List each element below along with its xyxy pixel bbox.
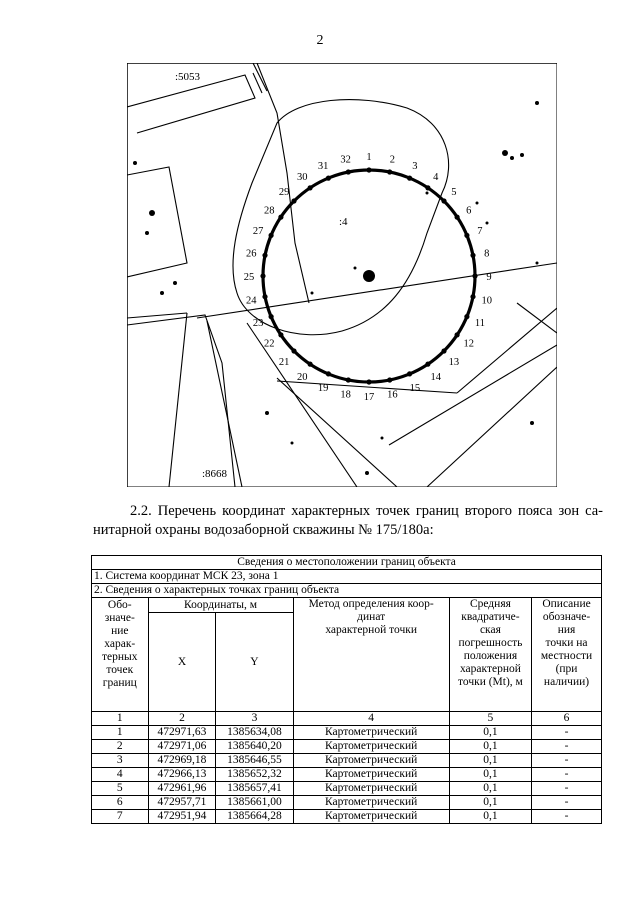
boundary-point-marker xyxy=(278,215,283,220)
boundary-point-label: 10 xyxy=(481,295,492,307)
cell-error: 0,1 xyxy=(449,810,531,824)
section-heading: 2. Сведения о характерных точках границ объекта xyxy=(92,584,602,598)
table-row xyxy=(92,782,602,796)
header-description: Описание обозначе- ния точки на местности (при наличии) xyxy=(532,598,602,712)
boundary-point-marker xyxy=(387,377,392,382)
boundary-point-label: 17 xyxy=(363,392,375,403)
cell-method: Картометрический xyxy=(293,740,449,754)
boundary-point-marker xyxy=(464,314,469,319)
boundary-point-label: 29 xyxy=(278,187,290,199)
boundary-point-marker xyxy=(278,332,283,337)
boundary-point-marker xyxy=(455,215,460,220)
cell-error: 0,1 xyxy=(449,768,531,782)
boundary-point-marker xyxy=(269,233,274,238)
cell-description: - xyxy=(532,754,602,768)
table-title: Сведения о местоположении границ объекта xyxy=(92,556,602,570)
cell-error: 0,1 xyxy=(449,754,531,768)
boundary-point-marker xyxy=(291,198,296,203)
cell-y: 1385640,20 xyxy=(216,740,293,754)
cell-description: - xyxy=(532,782,602,796)
boundary-point-marker xyxy=(425,185,430,190)
boundary-point-marker xyxy=(470,253,475,258)
boundary-point-marker xyxy=(346,377,351,382)
boundary-point-label: 7 xyxy=(477,226,483,238)
boundary-point-label: 15 xyxy=(409,382,421,394)
boundary-point-label: 23 xyxy=(252,317,264,329)
header-x: X xyxy=(148,613,216,712)
boundary-point-label: 19 xyxy=(317,382,329,394)
boundary-point-label: 11 xyxy=(474,317,485,329)
boundary-point-label: 26 xyxy=(246,248,257,260)
boundary-point-marker xyxy=(326,176,331,181)
parcel-boundaries xyxy=(127,63,557,487)
cell-method: Картометрический xyxy=(293,754,449,768)
cell-point-number: 5 xyxy=(92,782,149,796)
col-number-1: 1 xyxy=(92,712,149,726)
page-number: 2 xyxy=(316,33,324,48)
boundary-point-marker xyxy=(308,185,313,190)
caption-line-2: нитарной охраны водозаборной скважины № 175/180а: xyxy=(93,522,434,538)
boundary-point-marker xyxy=(407,371,412,376)
cell-point-number: 7 xyxy=(92,810,149,824)
cell-description: - xyxy=(532,726,602,740)
boundary-point-marker xyxy=(326,371,331,376)
table-system-row xyxy=(92,570,602,584)
parcel-label-8668: :8668 xyxy=(202,468,228,480)
table-row xyxy=(92,810,602,824)
cell-point-number: 3 xyxy=(92,754,149,768)
cell-x: 472969,18 xyxy=(148,754,216,768)
boundary-point-label: 12 xyxy=(463,338,475,350)
header-error: Средняя квадратиче- ская погрешность положения характерной точки (Mt), м xyxy=(449,598,531,712)
header-coordinates: Координаты, м xyxy=(148,598,293,613)
boundary-point-label: 6 xyxy=(466,205,472,217)
cell-error: 0,1 xyxy=(449,740,531,754)
cell-x: 472951,94 xyxy=(148,810,216,824)
boundary-point-label: 21 xyxy=(278,356,290,368)
boundary-point-label: 14 xyxy=(430,371,441,383)
boundary-point-marker xyxy=(346,169,351,174)
cell-method: Картометрический xyxy=(293,810,449,824)
boundary-point-label: 8 xyxy=(484,248,490,260)
section-caption xyxy=(93,502,603,540)
col-number-3: 3 xyxy=(216,712,293,726)
boundary-point-marker xyxy=(407,176,412,181)
cell-point-number: 1 xyxy=(92,726,149,740)
caption-line-1: 2.2. Перечень координат характерных точек границ второго пояса зон са- xyxy=(130,503,603,519)
boundary-point-label: 32 xyxy=(340,154,351,166)
header-y: Y xyxy=(216,613,293,712)
cell-x: 472971,06 xyxy=(148,740,216,754)
parcel-label-4: :4 xyxy=(339,216,348,228)
boundary-point-label: 2 xyxy=(389,154,396,166)
cell-method: Картометрический xyxy=(293,782,449,796)
boundary-point-marker xyxy=(455,332,460,337)
boundary-point-marker xyxy=(291,348,296,353)
table-row xyxy=(92,740,602,754)
boundary-point-marker xyxy=(464,233,469,238)
boundary-point-label: 9 xyxy=(486,272,492,283)
boundary-point-marker xyxy=(308,362,313,367)
cell-error: 0,1 xyxy=(449,782,531,796)
well-marker xyxy=(363,270,375,282)
boundary-point-label: 4 xyxy=(433,172,439,184)
boundary-point-marker xyxy=(425,362,430,367)
cell-y: 1385646,55 xyxy=(216,754,293,768)
boundary-point-label: 16 xyxy=(387,389,398,401)
table-body xyxy=(92,726,602,824)
boundary-point-label: 25 xyxy=(243,272,255,283)
boundary-point-label: 13 xyxy=(448,356,460,368)
table-section-row xyxy=(92,584,602,598)
table-row xyxy=(92,754,602,768)
boundary-point-marker xyxy=(260,273,265,278)
cell-x: 472961,96 xyxy=(148,782,216,796)
cell-x: 472971,63 xyxy=(148,726,216,740)
boundary-point-label: 24 xyxy=(246,295,257,307)
zone-map xyxy=(127,63,557,487)
boundary-point-label: 22 xyxy=(263,338,275,350)
header-designation: Обо- значе- ние харак- терных точек границ xyxy=(92,598,149,712)
header-method: Метод определения коор- динат характерной точки xyxy=(293,598,449,712)
cell-point-number: 2 xyxy=(92,740,149,754)
cell-y: 1385664,28 xyxy=(216,810,293,824)
cell-y: 1385634,08 xyxy=(216,726,293,740)
cell-x: 472957,71 xyxy=(148,796,216,810)
table-row xyxy=(92,726,602,740)
boundary-point-label: 3 xyxy=(412,161,418,173)
map-frame xyxy=(127,63,557,487)
boundary-point-label: 27 xyxy=(252,226,264,238)
boundary-point-marker xyxy=(366,167,371,172)
cell-method: Картометрический xyxy=(293,726,449,740)
table-row xyxy=(92,768,602,782)
boundary-point-marker xyxy=(441,348,446,353)
cell-method: Картометрический xyxy=(293,796,449,810)
boundary-point-marker xyxy=(472,273,477,278)
boundary-point-label: 30 xyxy=(297,172,308,184)
cell-method: Картометрический xyxy=(293,768,449,782)
cell-point-number: 6 xyxy=(92,796,149,810)
parcel-label-5053: :5053 xyxy=(175,71,201,83)
boundary-point-marker xyxy=(262,253,267,258)
cell-y: 1385657,41 xyxy=(216,782,293,796)
boundary-point-label: 5 xyxy=(451,187,457,199)
coordinates-table xyxy=(91,555,602,824)
boundary-point-marker xyxy=(387,169,392,174)
table-numbering-row xyxy=(92,712,602,726)
boundary-point-marker xyxy=(366,379,371,384)
cell-description: - xyxy=(532,810,602,824)
cell-y: 1385652,32 xyxy=(216,768,293,782)
boundary-point-label: 31 xyxy=(317,161,329,173)
boundary-point-label: 28 xyxy=(263,205,275,217)
boundary-point-marker xyxy=(269,314,274,319)
col-number-5: 5 xyxy=(449,712,531,726)
col-number-6: 6 xyxy=(532,712,602,726)
boundary-point-marker xyxy=(441,198,446,203)
table-title-row xyxy=(92,556,602,570)
coordinate-system: 1. Система координат МСК 23, зона 1 xyxy=(92,570,602,584)
col-number-4: 4 xyxy=(293,712,449,726)
cell-y: 1385661,00 xyxy=(216,796,293,810)
cell-error: 0,1 xyxy=(449,726,531,740)
table-header-row-1 xyxy=(92,598,602,613)
speckle-noise xyxy=(133,101,539,475)
cell-x: 472966,13 xyxy=(148,768,216,782)
boundary-point-label: 18 xyxy=(340,389,351,401)
boundary-point-marker xyxy=(262,294,267,299)
cell-description: - xyxy=(532,796,602,810)
cell-error: 0,1 xyxy=(449,796,531,810)
table-row xyxy=(92,796,602,810)
cell-point-number: 4 xyxy=(92,768,149,782)
boundary-point-label: 1 xyxy=(366,152,372,163)
cell-description: - xyxy=(532,740,602,754)
boundary-point-label: 20 xyxy=(297,371,308,383)
col-number-2: 2 xyxy=(148,712,216,726)
boundary-point-marker xyxy=(470,294,475,299)
cell-description: - xyxy=(532,768,602,782)
